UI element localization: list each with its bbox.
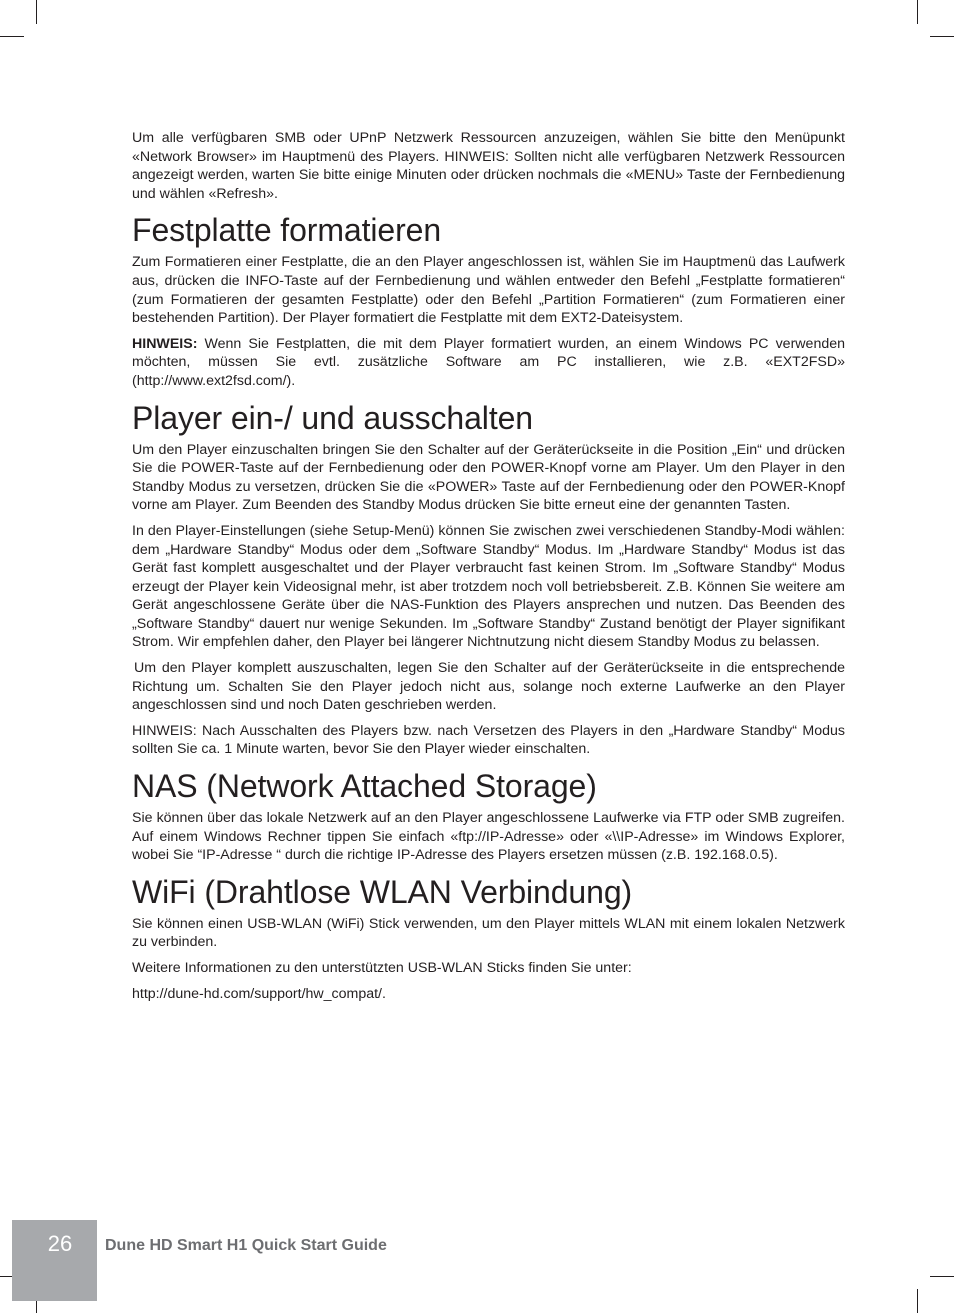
wifi-paragraph-2: Weitere Informationen zu den unterstützten USB-WLAN Sticks finden Sie unter: (132, 960, 632, 976)
power-paragraph-1: Um den Player einzuschalten bringen Sie den Schalter auf der Geräterückseite in die Position „Ein“ und drücken Sie die POWER-Taste auf der Fernbedienung oder den POWER-Knopf vorne am Player. Um den Player in den Standby Modus zu versetzen, drücken Sie die «POWER» Taste auf der Fernbedienung oder den POWER-Knopf vorne am Player. Zum Beenden des Standby Modus drücken Sie bitte erneut eine der genannten Tasten. (132, 441, 845, 514)
section-heading-nas: NAS (Network Attached Storage) (132, 768, 597, 805)
wifi-link: http://dune-hd.com/support/hw_compat/. (132, 985, 386, 1002)
crop-mark (36, 0, 37, 24)
wifi-paragraph-1: Sie können einen USB-WLAN (WiFi) Stick verwenden, um den Player mittels WLAN mit einem lokalen Netzwerk zu verbinden. (132, 915, 845, 951)
page-number: 26 (47, 1231, 73, 1256)
crop-mark (0, 36, 24, 37)
section-heading-wifi: WiFi (Drahtlose WLAN Verbindung) (132, 873, 633, 910)
section-heading-format: Festplatte formatieren (132, 212, 442, 249)
crop-mark (917, 1289, 918, 1313)
format-note (132, 335, 845, 391)
power-paragraph-3: Um den Player komplett auszuschalten, legen Sie den Schalter auf der Geräterückseite in die entsprechende Richtung um. Schalten Sie den Player jedoch nicht aus, solange noch externe Laufwerke an den Player angeschlossen sind und noch Daten geschrieben werden. (132, 660, 845, 714)
crop-mark (917, 0, 918, 24)
note-label: HINWEIS: (132, 335, 198, 352)
power-paragraph-2: In den Player-Einstellungen (siehe Setup-Menü) können Sie zwischen zwei verschiedenen Standby-Modi wählen: dem „Hardware Standby“ Modus oder dem „Software Standby“ Modus. Im „Hardware Standby“ Modus ist das Gerät fast komplett ausgeschaltet und der Player verbraucht fast keinen Strom. Im „Software Standby“ Modus erzeugt der Player kein Videosignal mehr, ist aber trotzdem noch voll betriebsbereit. Z.B. Können Sie weitere am Gerät angeschlossene Geräte über die NAS-Funktion des Players ansprechen und nutzen. Das Beenden des „Software Standby“ dauert nur wenige Sekunden. Im „Software Standby“ Zustand benötigt der Player signifikant Strom. Wir empfehlen daher, den Player bei längerer Nichtnutzung nicht diesem Standby Modus zu belassen. (132, 522, 845, 651)
note-text: Wenn Sie Festplatten, die mit dem Player formatiert wurden, an einem Windows PC verwenden möchten, müssen Sie evtl. zusätzliche Software am PC installieren, wie z.B. «EXT2FSD» (http://www.ext2fsd.com/). (132, 335, 845, 389)
power-paragraph-4: HINWEIS: Nach Ausschalten des Players bzw. nach Versetzen des Players in den „Hardware Standby“ Modus sollten Sie ca. 1 Minute warten, bevor Sie den Player wieder einschalten. (132, 722, 845, 758)
intro-paragraph: Um alle verfügbaren SMB oder UPnP Netzwerk Ressourcen anzuzeigen, wählen Sie bitte den Menüpunkt «Network Browser» im Hauptmenü des Players. HINWEIS: Sollten nicht alle verfügbaren Netzwerk Ressourcen angezeigt werden, warten Sie bitte einige Minuten oder drücken nochmals die «MENU» Taste der Fernbedienung und wählen «Refresh». (132, 130, 845, 202)
crop-mark (930, 1276, 954, 1277)
page-body (132, 129, 845, 1010)
section-heading-power: Player ein-/ und ausschalten (132, 399, 533, 436)
format-paragraph: Zum Formatieren einer Festplatte, die an den Player angeschlossen ist, wählen Sie im Hauptmenü das Laufwerk aus, drücken die INFO-Taste auf der Fernbedienung und wählen entweder den Befehl „Festplatte formatieren“ (zum Formatieren der gesamten Festplatte) oder den Befehl „Partition Formatieren“ (zum Formatieren einer bestehenden Partition). Der Player formatiert die Festplatte mit dem EXT2-Dateisystem. (132, 254, 845, 327)
crop-mark (930, 36, 954, 37)
footer-title: Dune HD Smart H1 Quick Start Guide (105, 1237, 387, 1254)
nas-paragraph: Sie können über das lokale Netzwerk auf an den Player angeschlossene Laufwerke via FTP oder SMB zugreifen. Auf einem Windows Rechner tippen Sie einfach «ftp://IP-Adresse» oder «\\IP-Adresse» im Windows Explorer, wobei Sie “IP-Adresse “ durch die richtige IP-Adresse des Players ersetzen müssen (z.B. 192.168.0.5). (132, 810, 845, 864)
